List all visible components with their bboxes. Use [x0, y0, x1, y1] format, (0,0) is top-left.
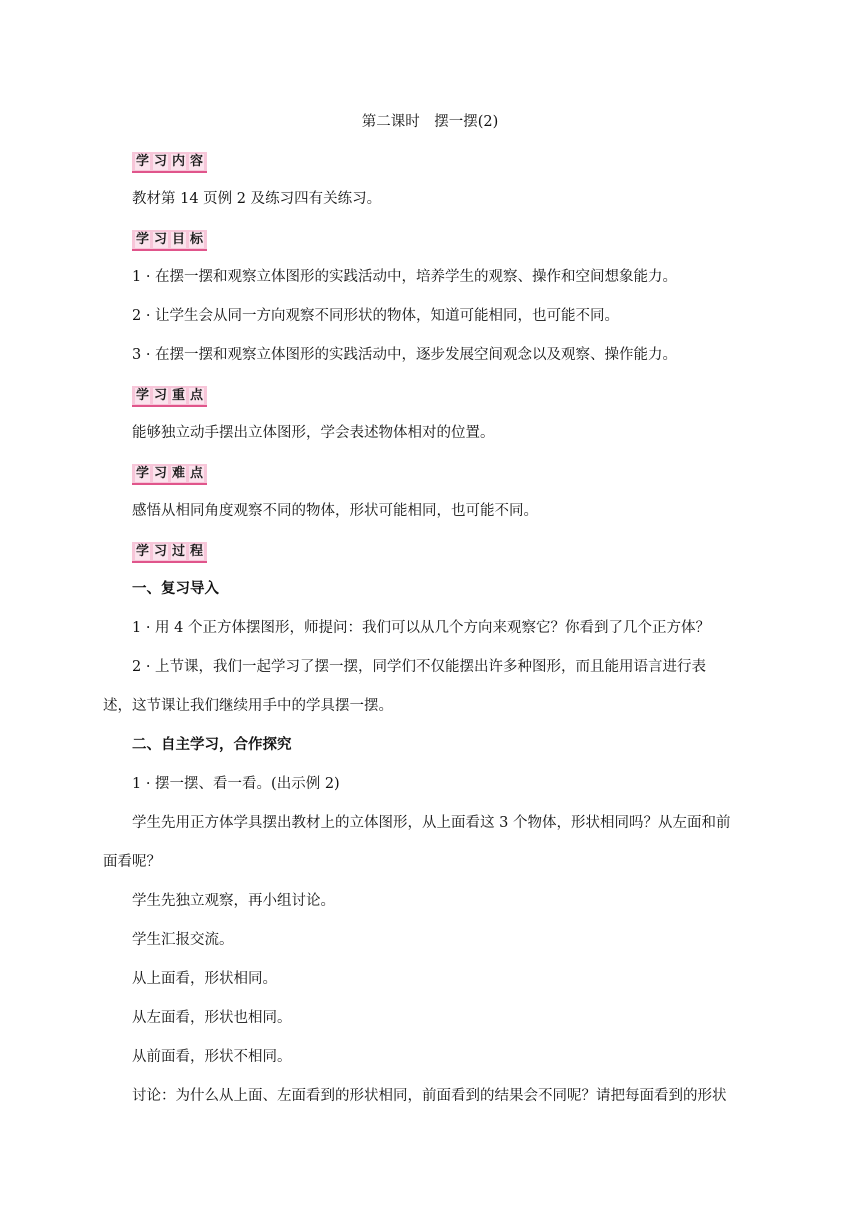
badge-char: 标 — [189, 231, 203, 247]
difficulty-text: 感悟从相同角度观察不同的物体，形状可能相同，也可能不同。 — [132, 503, 538, 519]
badge-char: 习 — [153, 465, 167, 481]
badge-char: 难 — [171, 465, 185, 481]
goal-item-1: 1 · 在摆一摆和观察立体图形的实践活动中，培养学生的观察、操作和空间想象能力。 — [132, 269, 678, 285]
badge-char: 学 — [135, 465, 149, 481]
badge-char: 程 — [189, 543, 203, 559]
explore-para-1-line-1: 学生先用正方体学具摆出教材上的立体图形，从上面看这 3 个物体，形状相同吗？从左面和前 — [132, 815, 731, 831]
badge-char: 习 — [153, 543, 167, 559]
explore-para-6: 从前面看，形状不相同。 — [132, 1049, 292, 1065]
explore-para-7: 讨论：为什么从上面、左面看到的形状相同，前面看到的结果会不同呢？请把每面看到的形状 — [132, 1088, 727, 1104]
badge-char: 学 — [135, 231, 149, 247]
badge-char: 学 — [135, 543, 149, 559]
section-badge-content — [132, 152, 207, 173]
badge-char: 容 — [189, 153, 203, 169]
explore-para-1-line-2: 面看呢？ — [103, 854, 161, 870]
review-item-1: 1 · 用 4 个正方体摆图形，师提问：我们可以从几个方向来观察它？你看到了几个正方体？ — [132, 620, 710, 636]
badge-char: 学 — [135, 153, 149, 169]
badge-char: 内 — [171, 153, 185, 169]
section-badge-goals — [132, 230, 207, 251]
explore-para-3: 学生汇报交流。 — [132, 932, 234, 948]
badge-char: 习 — [153, 231, 167, 247]
review-item-2-line-1: 2 · 上节课，我们一起学习了摆一摆，同学们不仅能摆出许多种图形，而且能用语言进行表 — [132, 659, 707, 675]
page-title: 第二课时 摆一摆(2) — [361, 114, 499, 130]
badge-char: 习 — [153, 153, 167, 169]
explore-para-4: 从上面看，形状相同。 — [132, 971, 277, 987]
explore-para-5: 从左面看，形状也相同。 — [132, 1010, 292, 1026]
goal-item-3: 3 · 在摆一摆和观察立体图形的实践活动中，逐步发展空间观念以及观察、操作能力。 — [132, 347, 678, 363]
section-heading-explore: 二、自主学习，合作探究 — [132, 737, 292, 753]
explore-item-1: 1 · 摆一摆、看一看。(出示例 2) — [132, 776, 340, 792]
content-text: 教材第 14 页例 2 及练习四有关练习。 — [132, 191, 382, 207]
explore-para-2: 学生先独立观察，再小组讨论。 — [132, 893, 335, 909]
key-point-text: 能够独立动手摆出立体图形，学会表述物体相对的位置。 — [132, 425, 495, 441]
badge-char: 点 — [189, 465, 203, 481]
review-item-2-line-2: 述，这节课让我们继续用手中的学具摆一摆。 — [103, 698, 393, 714]
badge-char: 目 — [171, 231, 185, 247]
badge-char: 习 — [153, 387, 167, 403]
badge-char: 学 — [135, 387, 149, 403]
badge-char: 过 — [171, 543, 185, 559]
section-badge-key — [132, 386, 207, 407]
badge-char: 点 — [189, 387, 203, 403]
section-badge-process — [132, 542, 207, 563]
goal-item-2: 2 · 让学生会从同一方向观察不同形状的物体，知道可能相同，也可能不同。 — [132, 308, 620, 324]
section-badge-difficulty — [132, 464, 207, 485]
section-heading-review: 一、复习导入 — [132, 581, 219, 597]
badge-char: 重 — [171, 387, 185, 403]
